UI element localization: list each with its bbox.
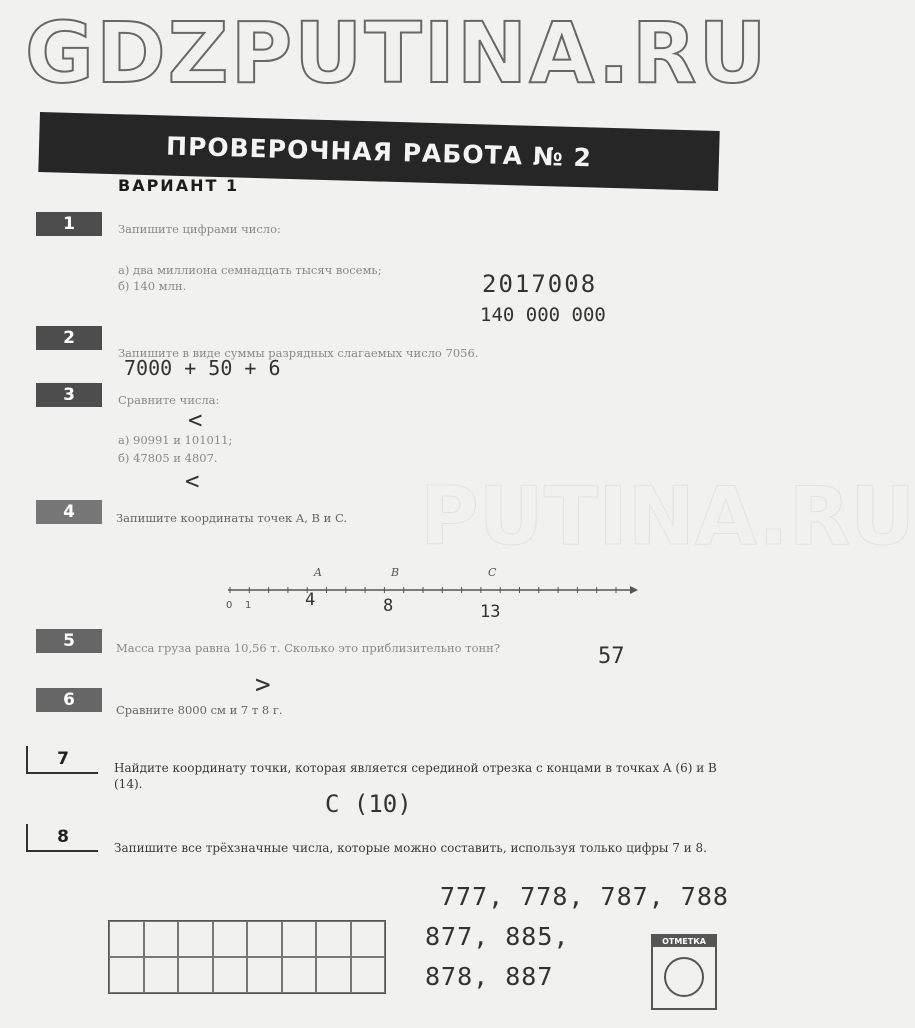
grade-stamp [651, 934, 717, 1010]
grid-cell [178, 921, 213, 957]
task-number-5: 5 [36, 629, 102, 653]
answer-4-c: 13 [480, 602, 501, 622]
answer-8-line-3: 878, 887 [425, 962, 554, 991]
task-number-3: 3 [36, 383, 102, 407]
grid-cell [351, 957, 386, 993]
grid-cell [247, 957, 282, 993]
grid-cell [178, 957, 213, 993]
answer-3b: < [185, 467, 200, 495]
grade-circle [664, 957, 704, 997]
grid-cell [247, 921, 282, 957]
task-1-text: Запишите цифрами число: [118, 222, 281, 236]
answer-5: 57 [598, 644, 625, 669]
grid-cell [282, 921, 317, 957]
task-8-text: Запишите все трёхзначные числа, которые можно составить, используя только цифры 7 и 8. [114, 841, 707, 855]
answer-7: C (10) [325, 790, 412, 818]
task-number-1: 1 [36, 212, 102, 236]
grid-cell [316, 921, 351, 957]
number-line-arrow [630, 586, 638, 594]
task-number-8: 8 [26, 824, 98, 852]
task-3-line-b: б) 47805 и 4807. [118, 451, 218, 465]
origin-zero-label: 0 [226, 600, 233, 611]
grid-cell [109, 921, 144, 957]
grid-cell [351, 921, 386, 957]
grid-cell [109, 957, 144, 993]
answer-grid [108, 920, 386, 994]
answer-8-line-2: 877, 885, [425, 922, 570, 951]
point-c-label: C [488, 566, 497, 579]
grid-cell [282, 957, 317, 993]
task-1-line-a: а) два миллиона семнадцать тысяч восемь; [118, 263, 382, 277]
number-line-ticks [230, 587, 616, 593]
task-number-2: 2 [36, 326, 102, 350]
task-3-line-a: а) 90991 и 101011; [118, 433, 233, 447]
grade-stamp-label: ОТМЕТКА [653, 936, 715, 947]
number-line [220, 560, 640, 620]
task-number-6: 6 [36, 688, 102, 712]
grid-cell [144, 957, 179, 993]
answer-1b: 140 000 000 [480, 304, 606, 326]
answer-3a: < [188, 406, 203, 434]
task-7-text: Найдите координату точки, которая является серединой отрезка с концами в точках A (6) и B (14). [114, 761, 717, 791]
point-a-label: A [314, 566, 322, 579]
point-b-label: B [391, 566, 400, 579]
task-6-text: Сравните 8000 см и 7 т 8 г. [116, 703, 283, 717]
task-1-line-b: б) 140 млн. [118, 279, 187, 293]
grid-cell [144, 921, 179, 957]
answer-8-line-1: 777, 778, 787, 788 [440, 882, 729, 911]
task-2-text: Запишите в виде суммы разрядных слагаемых число 7056. [118, 346, 479, 360]
grid-cell [213, 921, 248, 957]
answer-4-b: 8 [383, 596, 394, 616]
grid-cell [316, 957, 351, 993]
watermark-middle: PUTINA.RU [420, 470, 915, 563]
task-5-text: Масса груза равна 10,56 т. Сколько это приблизительно тонн? [116, 641, 500, 655]
task-4-text: Запишите координаты точек A, B и C. [116, 511, 347, 525]
grid-cell [213, 957, 248, 993]
answer-1a: 2017008 [482, 270, 598, 298]
origin-one-label: 1 [245, 600, 252, 611]
task-3-text: Сравните числа: [118, 393, 220, 407]
answer-2: 7000 + 50 + 6 [124, 356, 281, 380]
variant-heading: ВАРИАНТ 1 [118, 176, 240, 195]
task-number-7: 7 [26, 746, 98, 774]
watermark-top: GDZPUTINA.RU [25, 4, 769, 102]
answer-6: > [255, 670, 271, 700]
page-title: ПРОВЕРОЧНАЯ РАБОТА № 2 [38, 112, 719, 191]
answer-4-a: 4 [305, 590, 316, 610]
task-number-4: 4 [36, 500, 102, 524]
